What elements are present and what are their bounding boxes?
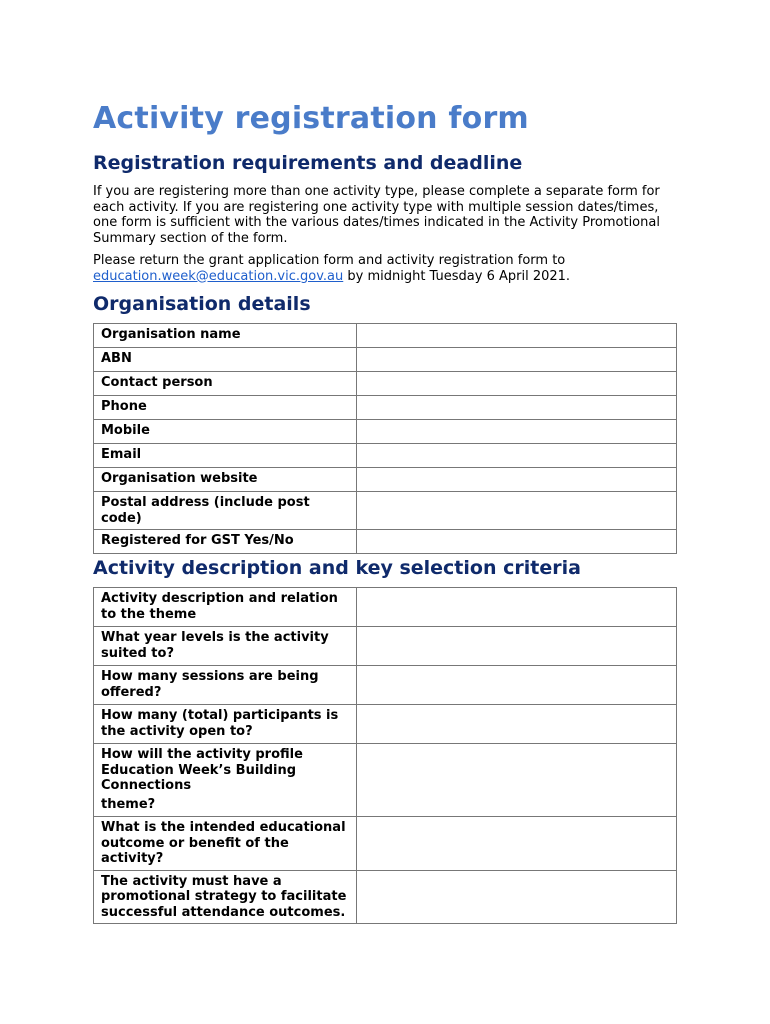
organisation-heading: Organisation details — [93, 293, 311, 315]
year-levels-field[interactable] — [357, 627, 677, 666]
mobile-field[interactable] — [357, 420, 677, 444]
email-label: Email — [94, 444, 357, 468]
email-link[interactable]: education.week@education.vic.gov.au — [93, 268, 344, 284]
activity-description-field[interactable] — [357, 588, 677, 627]
paragraph-2-prefix: Please return the grant application form and activity registration form to — [93, 253, 566, 268]
participants-label: How many (total) participants is the activity open to? — [94, 705, 357, 744]
gst-field[interactable] — [357, 530, 677, 554]
theme-profile-field[interactable] — [357, 744, 677, 817]
table-row — [94, 588, 677, 627]
postal-address-label: Postal address (include post code) — [94, 492, 357, 530]
table-row — [94, 627, 677, 666]
table-row — [94, 744, 677, 817]
theme-profile-label-text: How will the activity profile Education Week’s Building Connections — [101, 747, 303, 793]
registration-heading: Registration requirements and deadline — [93, 152, 523, 174]
table-row — [94, 817, 677, 871]
registration-paragraph-1: If you are registering more than one activity type, please complete a separate form for each activity. If you are registering one activity type with multiple session dates/times, one form is sufficient with the various dates/times indicated in the Activity Promotional Summary section of the form. — [93, 184, 660, 246]
table-row — [94, 705, 677, 744]
table-row — [94, 420, 677, 444]
table-row — [94, 396, 677, 420]
activity-heading: Activity description and key selection criteria — [93, 557, 581, 579]
promotional-strategy-label: The activity must have a promotional strategy to facilitate successful attendance outcomes. — [94, 870, 357, 924]
table-row — [94, 870, 677, 924]
page-title: Activity registration form — [93, 101, 529, 136]
table-row — [94, 324, 677, 348]
postal-address-field[interactable] — [357, 492, 677, 530]
year-levels-label: What year levels is the activity suited to? — [94, 627, 357, 666]
table-row — [94, 666, 677, 705]
contact-person-label: Contact person — [94, 372, 357, 396]
contact-person-field[interactable] — [357, 372, 677, 396]
table-row — [94, 444, 677, 468]
theme-profile-label — [94, 744, 357, 817]
participants-field[interactable] — [357, 705, 677, 744]
table-row — [94, 372, 677, 396]
sessions-label: How many sessions are being offered? — [94, 666, 357, 705]
paragraph-2-suffix: by midnight Tuesday 6 April 2021. — [343, 268, 571, 284]
organisation-name-field[interactable] — [357, 324, 677, 348]
organisation-website-field[interactable] — [357, 468, 677, 492]
theme-profile-label-extra: theme? — [101, 796, 156, 812]
email-field[interactable] — [357, 444, 677, 468]
organisation-website-label: Organisation website — [94, 468, 357, 492]
activity-criteria-table — [93, 587, 677, 924]
abn-field[interactable] — [357, 348, 677, 372]
educational-outcome-field[interactable] — [357, 817, 677, 871]
gst-label: Registered for GST Yes/No — [94, 530, 357, 554]
table-row — [94, 492, 677, 530]
promotional-strategy-field[interactable] — [357, 870, 677, 924]
educational-outcome-label: What is the intended educational outcome or benefit of the activity? — [94, 817, 357, 871]
phone-label: Phone — [94, 396, 357, 420]
sessions-field[interactable] — [357, 666, 677, 705]
table-row — [94, 348, 677, 372]
mobile-label: Mobile — [94, 420, 357, 444]
phone-field[interactable] — [357, 396, 677, 420]
registration-paragraph-2 — [93, 253, 677, 284]
table-row — [94, 530, 677, 554]
abn-label: ABN — [94, 348, 357, 372]
organisation-details-table — [93, 323, 677, 554]
organisation-name-label: Organisation name — [94, 324, 357, 348]
table-row — [94, 468, 677, 492]
activity-description-label: Activity description and relation to the theme — [94, 588, 357, 627]
